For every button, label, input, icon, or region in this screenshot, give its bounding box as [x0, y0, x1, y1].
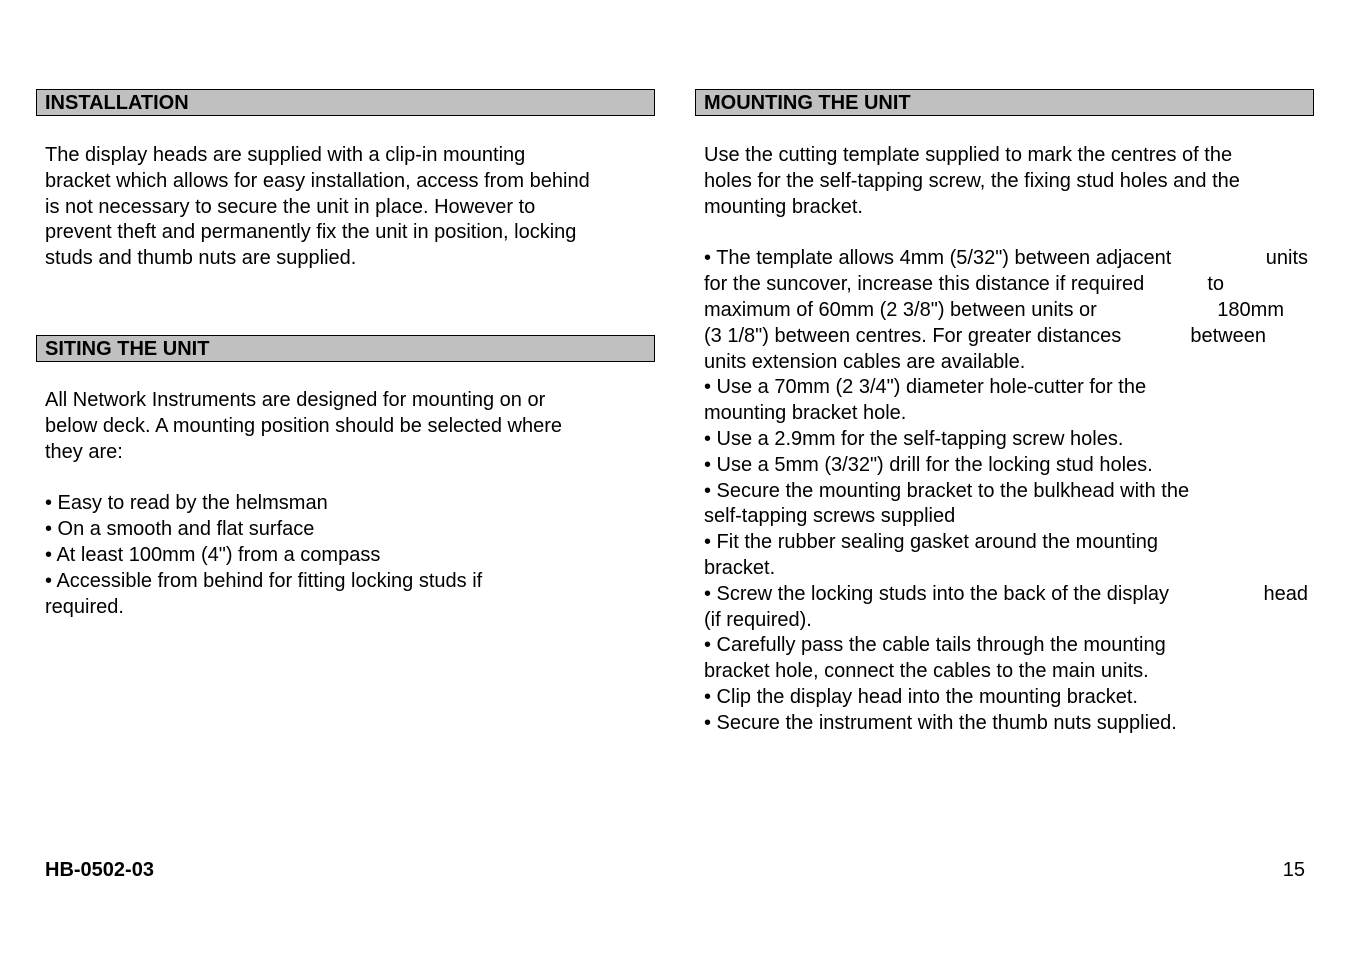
text-fragment: units: [1265, 247, 1308, 270]
list-item: (if required).: [704, 608, 812, 631]
list-item: • On a smooth and flat surface: [45, 518, 315, 541]
text-line: they are:: [45, 440, 123, 463]
right-column: [695, 89, 1314, 737]
text-fragment: 180mm: [1217, 298, 1284, 321]
document-code: HB-0502-03: [45, 859, 154, 881]
list-item: self-tapping screws supplied: [704, 505, 956, 528]
text-line: [704, 298, 1284, 324]
list-item: • At least 100mm (4") from a compass: [45, 543, 381, 566]
text-line: [704, 582, 1308, 608]
list-item: • Clip the display head into the mounting bracket.: [704, 685, 1138, 708]
list-item: bracket hole, connect the cables to the main units.: [704, 660, 1149, 683]
text-fragment: • The template allows 4mm (5/32") between adjacent: [704, 247, 1172, 270]
mounting-instructions: [695, 246, 1314, 736]
text-line: is not necessary to secure the unit in place. However to: [45, 195, 536, 218]
text-fragment: • Screw the locking studs into the back of the display: [704, 582, 1170, 605]
list-item: • Secure the mounting bracket to the bulkhead with the: [704, 479, 1190, 502]
list-item: mounting bracket hole.: [704, 402, 907, 425]
installation-heading: INSTALLATION: [36, 89, 655, 116]
siting-intro: [36, 388, 655, 465]
text-line: [704, 324, 1266, 350]
text-line: Use the cutting template supplied to mark the centres of the: [704, 144, 1233, 166]
text-line: studs and thumb nuts are supplied.: [45, 247, 357, 270]
list-item: • Easy to read by the helmsman: [45, 492, 328, 515]
text-fragment: to: [1207, 273, 1224, 296]
text-line: The display heads are supplied with a clip-in mounting: [45, 144, 526, 166]
text-line: prevent theft and permanently fix the unit in position, locking: [45, 221, 577, 244]
text-line: units extension cables are available.: [704, 350, 1026, 373]
list-item: • Use a 2.9mm for the self-tapping screw holes.: [704, 427, 1124, 450]
text-fragment: between: [1190, 324, 1266, 347]
text-fragment: maximum of 60mm (2 3/8") between units or: [704, 298, 1097, 321]
text-line: bracket which allows for easy installation, access from behind: [45, 169, 590, 192]
text-line: [704, 246, 1308, 272]
mounting-heading: MOUNTING THE UNIT: [695, 89, 1314, 116]
list-item: required.: [45, 595, 124, 618]
text-line: holes for the self-tapping screw, the fixing stud holes and the: [704, 169, 1240, 192]
list-item: • Accessible from behind for fitting locking studs if: [45, 569, 483, 592]
text-line: mounting bracket.: [704, 195, 863, 218]
siting-list: [36, 491, 655, 620]
siting-heading: SITING THE UNIT: [36, 335, 655, 362]
list-item: • Fit the rubber sealing gasket around the mounting: [704, 531, 1158, 554]
list-item: • Secure the instrument with the thumb nuts supplied.: [704, 711, 1177, 734]
text-line: All Network Instruments are designed for mounting on or: [45, 388, 546, 411]
text-fragment: head: [1263, 582, 1308, 605]
page-number: 15: [1282, 859, 1305, 881]
text-line: below deck. A mounting position should be selected where: [45, 414, 563, 437]
list-item: • Use a 5mm (3/32") drill for the locking stud holes.: [704, 453, 1153, 476]
text-line: [704, 272, 1224, 298]
list-item: • Carefully pass the cable tails through the mounting: [704, 634, 1166, 657]
mounting-intro: [695, 143, 1314, 220]
installation-paragraph: [36, 143, 655, 272]
left-column: [36, 89, 655, 620]
list-item: bracket.: [704, 556, 776, 579]
text-fragment: (3 1/8") between centres. For greater distances: [704, 324, 1122, 347]
text-fragment: for the suncover, increase this distance if required: [704, 273, 1145, 296]
list-item: • Use a 70mm (2 3/4") diameter hole-cutter for the: [704, 376, 1147, 399]
